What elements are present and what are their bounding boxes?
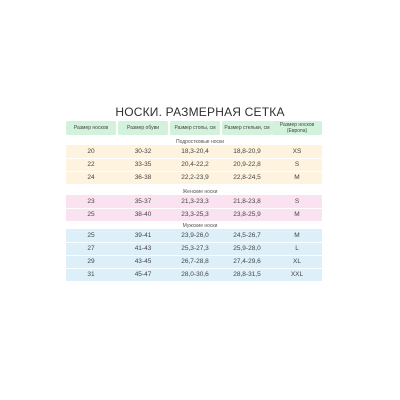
header-foot-size: Размер стопы, см: [170, 121, 220, 135]
cell-sock-size: 25: [87, 232, 95, 239]
cell-shoe-size: 38-40: [134, 211, 152, 218]
cell-insole-size: 21,8-23,8: [233, 198, 261, 205]
cell-shoe-size: 36-38: [134, 174, 152, 181]
table-row: [66, 171, 322, 184]
cell-foot-size: 25,3-27,3: [181, 245, 209, 252]
cell-insole-size: 22,8-24,5: [233, 174, 261, 181]
header-shoe-size: Размер обуви: [118, 121, 168, 135]
cell-foot-size: 23,9-26,0: [181, 232, 209, 239]
cell-sock-size: 22: [87, 161, 95, 168]
cell-eu-size: M: [294, 232, 300, 239]
cell-eu-size: S: [294, 198, 300, 205]
table-header: [66, 121, 322, 135]
table-row: [66, 208, 322, 221]
cell-eu-size: M: [294, 211, 300, 218]
cell-sock-size: 31: [87, 271, 95, 278]
header-eu-size: Размер носков (Европа): [272, 121, 322, 135]
cell-eu-size: M: [294, 174, 300, 181]
header-insole-size: Размер стельки, см: [222, 121, 272, 135]
table-row: [66, 145, 322, 158]
cell-shoe-size: 43-45: [134, 258, 152, 265]
cell-sock-size: 24: [87, 174, 95, 181]
cell-foot-size: 21,3-23,3: [181, 198, 209, 205]
table-row: [66, 158, 322, 171]
header-sock-size: Размер носков: [66, 121, 116, 135]
section-label-women: Женские носки: [182, 189, 218, 195]
cell-shoe-size: 41-43: [134, 245, 152, 252]
cell-shoe-size: 33-35: [134, 161, 152, 168]
cell-sock-size: 20: [87, 148, 95, 155]
table-row: [66, 229, 322, 242]
section-men: [66, 229, 322, 281]
cell-foot-size: 20,4-22,2: [181, 161, 209, 168]
cell-sock-size: 25: [87, 211, 95, 218]
cell-foot-size: 28,0-30,6: [181, 271, 209, 278]
cell-eu-size: XXL: [290, 271, 304, 278]
cell-foot-size: 23,3-25,3: [181, 211, 209, 218]
cell-eu-size: S: [294, 161, 300, 168]
cell-shoe-size: 45-47: [134, 271, 152, 278]
cell-insole-size: 25,9-28,0: [233, 245, 261, 252]
cell-sock-size: 29: [87, 258, 95, 265]
cell-shoe-size: 35-37: [134, 198, 152, 205]
cell-sock-size: 23: [87, 198, 95, 205]
table-row: [66, 255, 322, 268]
table-row: [66, 268, 322, 281]
cell-eu-size: L: [295, 245, 299, 252]
cell-shoe-size: 30-32: [134, 148, 152, 155]
cell-insole-size: 18,8-20,9: [233, 148, 261, 155]
cell-foot-size: 26,7-28,8: [181, 258, 209, 265]
section-label-teen: Подростковые носки: [175, 139, 224, 145]
cell-sock-size: 27: [87, 245, 95, 252]
cell-eu-size: XS: [292, 148, 302, 155]
section-label-men: Мужские носки: [182, 223, 218, 229]
table-row: [66, 242, 322, 255]
section-teen: [66, 145, 322, 184]
table-row: [66, 195, 322, 208]
cell-insole-size: 27,4-29,6: [233, 258, 261, 265]
cell-insole-size: 23,8-25,9: [233, 211, 261, 218]
cell-foot-size: 18,3-20,4: [181, 148, 209, 155]
cell-insole-size: 28,8-31,5: [233, 271, 261, 278]
page-title: НОСКИ. РАЗМЕРНАЯ СЕТКА: [115, 105, 285, 119]
cell-foot-size: 22,2-23,9: [181, 174, 209, 181]
section-women: [66, 195, 322, 221]
cell-eu-size: XL: [293, 258, 301, 265]
cell-insole-size: 24,5-26,7: [233, 232, 261, 239]
cell-insole-size: 20,9-22,8: [233, 161, 261, 168]
cell-shoe-size: 39-41: [134, 232, 152, 239]
